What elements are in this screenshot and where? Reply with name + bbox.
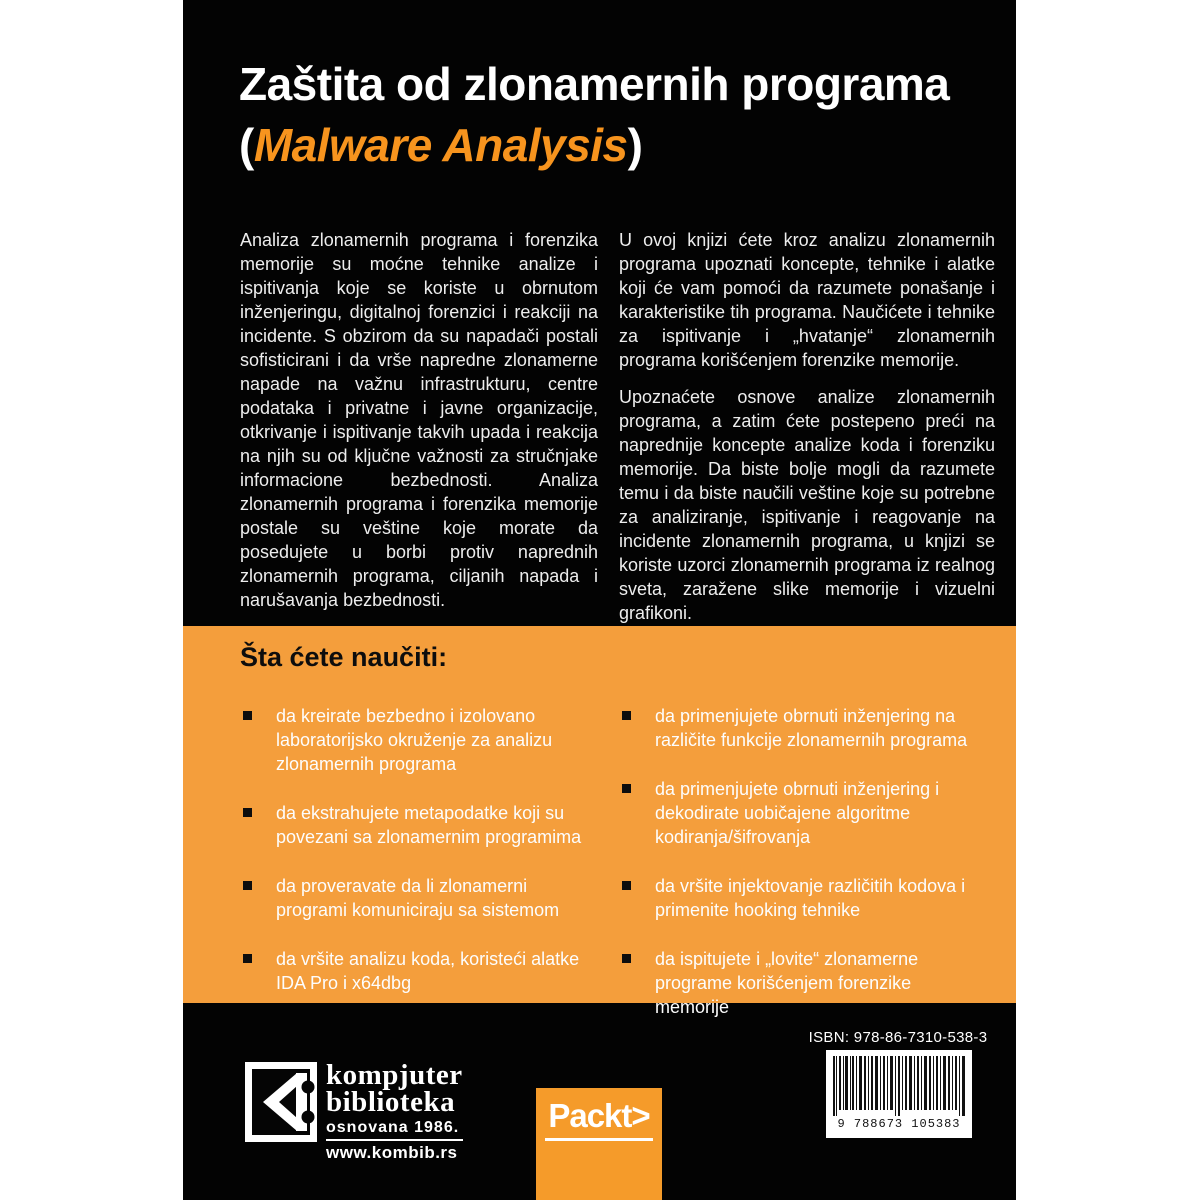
intro-paragraph: Analiza zlonamernih programa i forenzika memorije su moćne tehnike analize i ispitivanja koje se koriste u obrnutom inženjeringu, digitalnoj forenzici i reakciji na incidente. S obzirom da su napadači postali sofisticirani i da vrše napredne zlonamerne napade na važnu infrastrukturu, centre podataka i privatne i javne organizacije, otkrivanje i ispitivanje takvih upada i reakcija na njih su od ključne važnosti za stručnjake informacione bezbednosti. Analiza zlonamernih programa i forenzika memorije postale su veštine koje morate da posedujete u borbi protiv naprednih zlonamernih programa, ciljanih napada i narušavanja bezbednosti. xyxy=(240,230,598,610)
learn-item-text: da kreirate bezbedno i izolovano laboratorijsko okruženje za analizu zlonamernih programa xyxy=(276,706,553,774)
barcode xyxy=(826,1050,972,1138)
book-title-line2 xyxy=(239,115,949,176)
book-title xyxy=(239,54,949,176)
paren-open: ( xyxy=(239,119,254,171)
packt-logo-text: Packt> xyxy=(548,1097,650,1134)
paren-close: ) xyxy=(627,119,643,171)
intro-column-right xyxy=(619,228,995,638)
list-item xyxy=(243,801,599,849)
learn-heading: Šta ćete naučiti: xyxy=(240,642,448,672)
list-item xyxy=(622,777,984,849)
bullet-square-icon xyxy=(243,711,252,720)
list-item xyxy=(243,874,599,922)
bullet-square-icon xyxy=(622,784,631,793)
learn-list-right xyxy=(622,704,984,1044)
barcode-bars-icon xyxy=(833,1056,965,1116)
intro-column-left xyxy=(240,228,598,625)
cover-panel xyxy=(183,0,1016,1200)
packt-logo xyxy=(536,1088,662,1200)
kompjuter-biblioteka-icon xyxy=(245,1062,317,1142)
bullet-square-icon xyxy=(622,954,631,963)
bullet-square-icon xyxy=(622,881,631,890)
publisher-text xyxy=(326,1059,463,1163)
barcode-number: 9 788673 105383 xyxy=(837,1117,961,1131)
bullet-square-icon xyxy=(243,808,252,817)
learn-item-text: da primenjujete obrnuti inženjering i dekodirate uobičajene algoritme kodiranja/šifrovanja xyxy=(655,779,940,847)
list-item xyxy=(622,947,984,1019)
intro-paragraph: Upoznaćete osnove analize zlonamernih programa, a zatim ćete postepeno preći na naprednije koncepte analize koda i forenziku memorije. Da biste bolje mogli da razumete temu i da biste naučili veštine koje su potrebne za analiziranje, ispitivanje i reagovanje na incidente zlonamernih programa, u knjizi se koriste uzorci zlonamernih programa iz realnog sveta, zaražene slike memorije i vizuelni grafikoni. xyxy=(619,387,995,623)
list-item xyxy=(243,947,599,995)
learn-list-left xyxy=(243,704,599,1020)
learn-item-text: da ekstrahujete metapodatke koji su povezani sa zlonamernim programima xyxy=(276,803,582,847)
bullet-square-icon xyxy=(243,881,252,890)
learn-item-text: da primenjujete obrnuti inženjering na različite funkcije zlonamernih programa xyxy=(655,706,968,750)
list-item xyxy=(622,874,984,922)
publisher-logo xyxy=(245,1059,463,1163)
learn-item-text: da ispitujete i „lovite“ zlonamerne programe korišćenjem forenzike memorije xyxy=(655,949,919,1017)
publisher-website: www.kombib.rs xyxy=(326,1143,458,1162)
list-item xyxy=(243,704,599,776)
packt-logo-underline xyxy=(545,1138,653,1141)
publisher-name-line2: biblioteka xyxy=(326,1086,456,1118)
book-title-line1: Zaštita od zlonamernih programa xyxy=(239,58,950,110)
bullet-square-icon xyxy=(243,954,252,963)
publisher-name-line1: kompjuter xyxy=(326,1059,463,1091)
list-item xyxy=(622,704,984,752)
publisher-founded: osnovana 1986. xyxy=(326,1119,463,1141)
learn-item-text: da vršite injektovanje različitih kodova i primenite hooking tehnike xyxy=(655,876,966,920)
isbn-label: ISBN: 978-86-7310-538-3 xyxy=(808,1029,988,1046)
learn-item-text: da proveravate da li zlonamerni programi komuniciraju sa sistemom xyxy=(276,876,560,920)
intro-paragraph: U ovoj knjizi ćete kroz analizu zlonamernih programa upoznati koncepte, tehnike i alatke koji će vam pomoći da razumete ponašanje i karakteristike tih programa. Naučićete i tehnike za ispitivanje i „hvatanje“ zlonamernih programa korišćenjem forenzike memorije. xyxy=(619,230,995,370)
learn-item-text: da vršite analizu koda, koristeći alatke IDA Pro i x64dbg xyxy=(276,949,580,993)
book-title-english: Malware Analysis xyxy=(253,119,628,171)
bullet-square-icon xyxy=(622,711,631,720)
what-you-learn-section xyxy=(183,626,1016,1017)
